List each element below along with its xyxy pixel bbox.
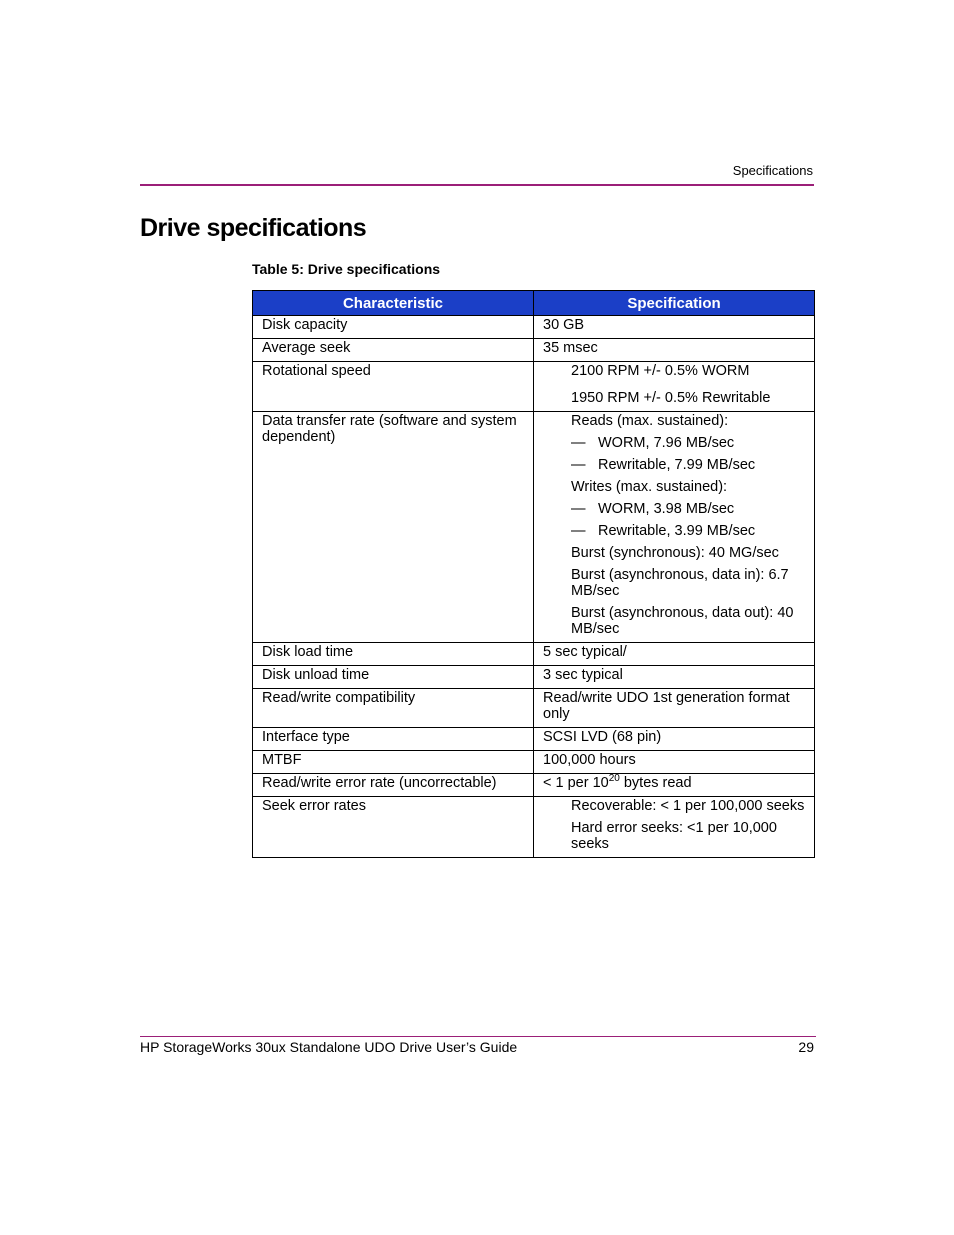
dash-bullet: — bbox=[571, 457, 586, 473]
row-label: MTBF bbox=[253, 751, 534, 774]
footer-rule bbox=[140, 1036, 816, 1037]
dash-bullet: — bbox=[571, 435, 586, 451]
writes-heading: Writes (max. sustained): bbox=[571, 479, 728, 495]
row-label: Average seek bbox=[253, 339, 534, 362]
table-row bbox=[253, 774, 815, 797]
reads-item: — Rewritable, 7.99 MB/sec bbox=[571, 457, 756, 473]
error-rate-exponent: 20 bbox=[608, 773, 620, 785]
row-label: Read/write compatibility bbox=[253, 689, 534, 728]
row-label: Seek error rates bbox=[253, 797, 534, 858]
column-header-specification: Specification bbox=[534, 291, 815, 316]
row-label: Disk unload time bbox=[253, 666, 534, 689]
table-row bbox=[253, 339, 815, 362]
row-label: Disk capacity bbox=[253, 316, 534, 339]
row-value: 3 sec typical bbox=[534, 666, 815, 689]
error-rate-suffix: bytes read bbox=[619, 775, 692, 791]
table-row bbox=[253, 751, 815, 774]
table-row bbox=[253, 797, 815, 858]
row-value: 100,000 hours bbox=[534, 751, 815, 774]
burst-async-in: Burst (asynchronous, data in): 6.7 MB/sec bbox=[571, 567, 789, 599]
table-row bbox=[253, 666, 815, 689]
writes-item: — WORM, 3.98 MB/sec bbox=[571, 501, 735, 517]
error-rate-prefix: < 1 per 10 bbox=[543, 775, 609, 791]
drive-specifications-table bbox=[252, 290, 815, 858]
running-header: Specifications bbox=[732, 163, 813, 178]
row-value: Read/write UDO 1st generation format only bbox=[534, 689, 815, 728]
row-value bbox=[534, 362, 815, 412]
table-header-row bbox=[253, 291, 815, 316]
footer-document-title: HP StorageWorks 30ux Standalone UDO Drive User’s Guide bbox=[140, 1039, 518, 1055]
reads-heading: Reads (max. sustained): bbox=[571, 413, 729, 429]
column-header-characteristic: Characteristic bbox=[253, 291, 534, 316]
footer-page-number: 29 bbox=[798, 1039, 814, 1055]
row-label: Interface type bbox=[253, 728, 534, 751]
dash-bullet: — bbox=[571, 523, 586, 539]
row-value: 30 GB bbox=[534, 316, 815, 339]
table-row bbox=[253, 689, 815, 728]
rotational-speed-worm: 2100 RPM +/- 0.5% WORM bbox=[571, 363, 750, 379]
row-label: Read/write error rate (uncorrectable) bbox=[253, 774, 534, 797]
rotational-speed-rewritable: 1950 RPM +/- 0.5% Rewritable bbox=[571, 390, 771, 406]
reads-item: — WORM, 7.96 MB/sec bbox=[571, 435, 735, 451]
row-value bbox=[534, 412, 815, 643]
page-title: Drive specifications bbox=[140, 214, 367, 242]
seek-error-hard: Hard error seeks: <1 per 10,000 seeks bbox=[571, 820, 777, 852]
burst-synchronous: Burst (synchronous): 40 MG/sec bbox=[571, 545, 779, 561]
row-value bbox=[534, 797, 815, 858]
table-row bbox=[253, 316, 815, 339]
table-row bbox=[253, 362, 815, 412]
writes-item: — Rewritable, 3.99 MB/sec bbox=[571, 523, 756, 539]
row-label: Data transfer rate (software and system dependent) bbox=[253, 412, 534, 643]
row-label: Disk load time bbox=[253, 643, 534, 666]
dash-bullet: — bbox=[571, 501, 586, 517]
header-rule bbox=[140, 184, 814, 186]
table-row bbox=[253, 728, 815, 751]
row-value: SCSI LVD (68 pin) bbox=[534, 728, 815, 751]
row-label: Rotational speed bbox=[253, 362, 534, 412]
table-caption: Table 5: Drive specifications bbox=[252, 261, 441, 277]
row-value bbox=[534, 774, 815, 797]
seek-error-recoverable: Recoverable: < 1 per 100,000 seeks bbox=[571, 798, 805, 814]
row-value: 35 msec bbox=[534, 339, 815, 362]
table-row bbox=[253, 643, 815, 666]
row-value: 5 sec typical/ bbox=[534, 643, 815, 666]
burst-async-out: Burst (asynchronous, data out): 40 MB/sec bbox=[571, 605, 794, 637]
table-row bbox=[253, 412, 815, 643]
